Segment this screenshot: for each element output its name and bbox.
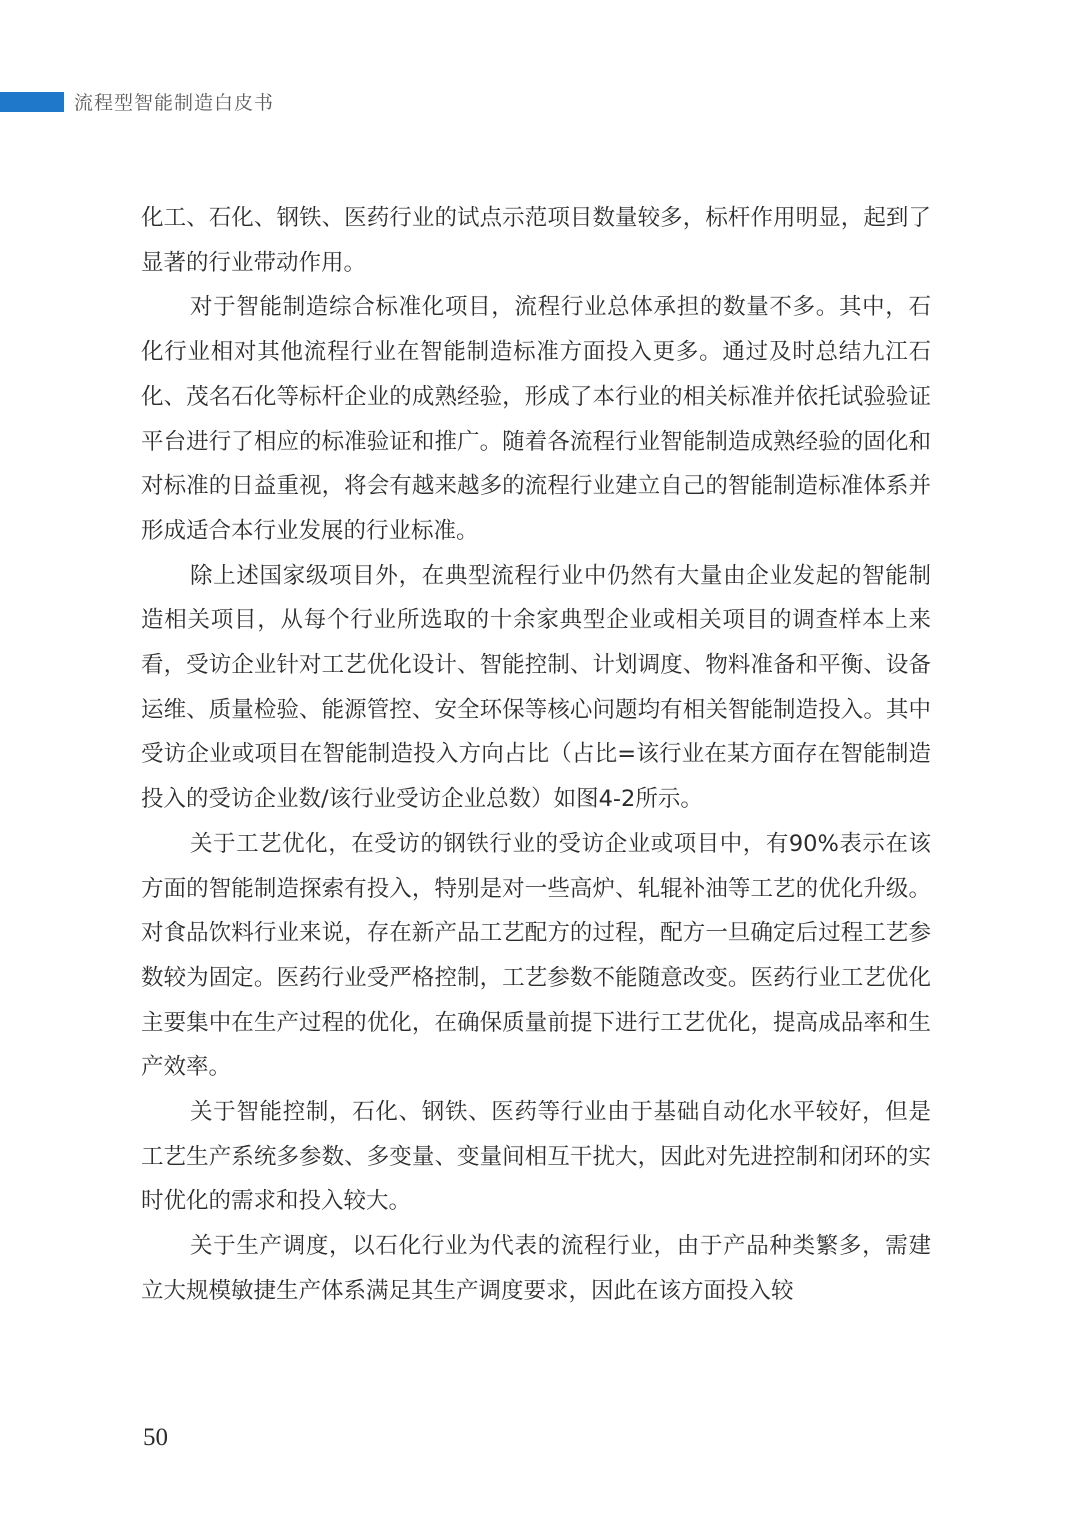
- running-header-title: 流程型智能制造白皮书: [74, 92, 275, 114]
- paragraph: 对于智能制造综合标准化项目，流程行业总体承担的数量不多。其中，石化行业相对其他流程行业在智能制造标准方面投入更多。通过及时总结九江石化、茂名石化等标杆企业的成熟经验，形成了本行业的相关标准并依托试验验证平台进行了相应的标准验证和推广。随着各流程行业智能制造成熟经验的固化和对标准的日益重视，将会有越来越多的流程行业建立自己的智能制造标准体系并形成适合本行业发展的行业标准。: [141, 294, 931, 544]
- header-accent-bar: [0, 92, 64, 112]
- paragraph: 除上述国家级项目外，在典型流程行业中仍然有大量由企业发起的智能制造相关项目，从每个行业所选取的十余家典型企业或相关项目的调查样本上来看，受访企业针对工艺优化设计、智能控制、计划调度、物料准备和平衡、设备运维、质量检验、能源管控、安全环保等核心问题均有相关智能制造投入。其中受访企业或项目在智能制造投入方向占比（占比=该行业在某方面存在智能制造投入的受访企业数/该行业受访企业总数）如图4-2所示。: [141, 562, 931, 813]
- paragraph: 关于工艺优化，在受访的钢铁行业的受访企业或项目中，有90%表示在该方面的智能制造探索有投入，特别是对一些高炉、轧辊补油等工艺的优化升级。对食品饮料行业来说，存在新产品工艺配方的过程，配方一旦确定后过程工艺参数较为固定。医药行业受严格控制，工艺参数不能随意改变。医药行业工艺优化主要集中在生产过程的优化，在确保质量前提下进行工艺优化，提高成品率和生产效率。: [141, 830, 931, 1081]
- paragraph: 关于智能控制，石化、钢铁、医药等行业由于基础自动化水平较好，但是工艺生产系统多参数、多变量、变量间相互干扰大，因此对先进控制和闭环的实时优化的需求和投入较大。: [141, 1099, 931, 1215]
- paragraph: 关于生产调度，以石化行业为代表的流程行业，由于产品种类繁多，需建立大规模敏捷生产体系满足其生产调度要求，因此在该方面投入较: [141, 1233, 931, 1304]
- page-number: 50: [143, 1424, 168, 1451]
- body-text: [141, 196, 931, 1314]
- paragraph: 化工、石化、钢铁、医药行业的试点示范项目数量较多，标杆作用明显，起到了显著的行业带动作用。: [141, 205, 931, 276]
